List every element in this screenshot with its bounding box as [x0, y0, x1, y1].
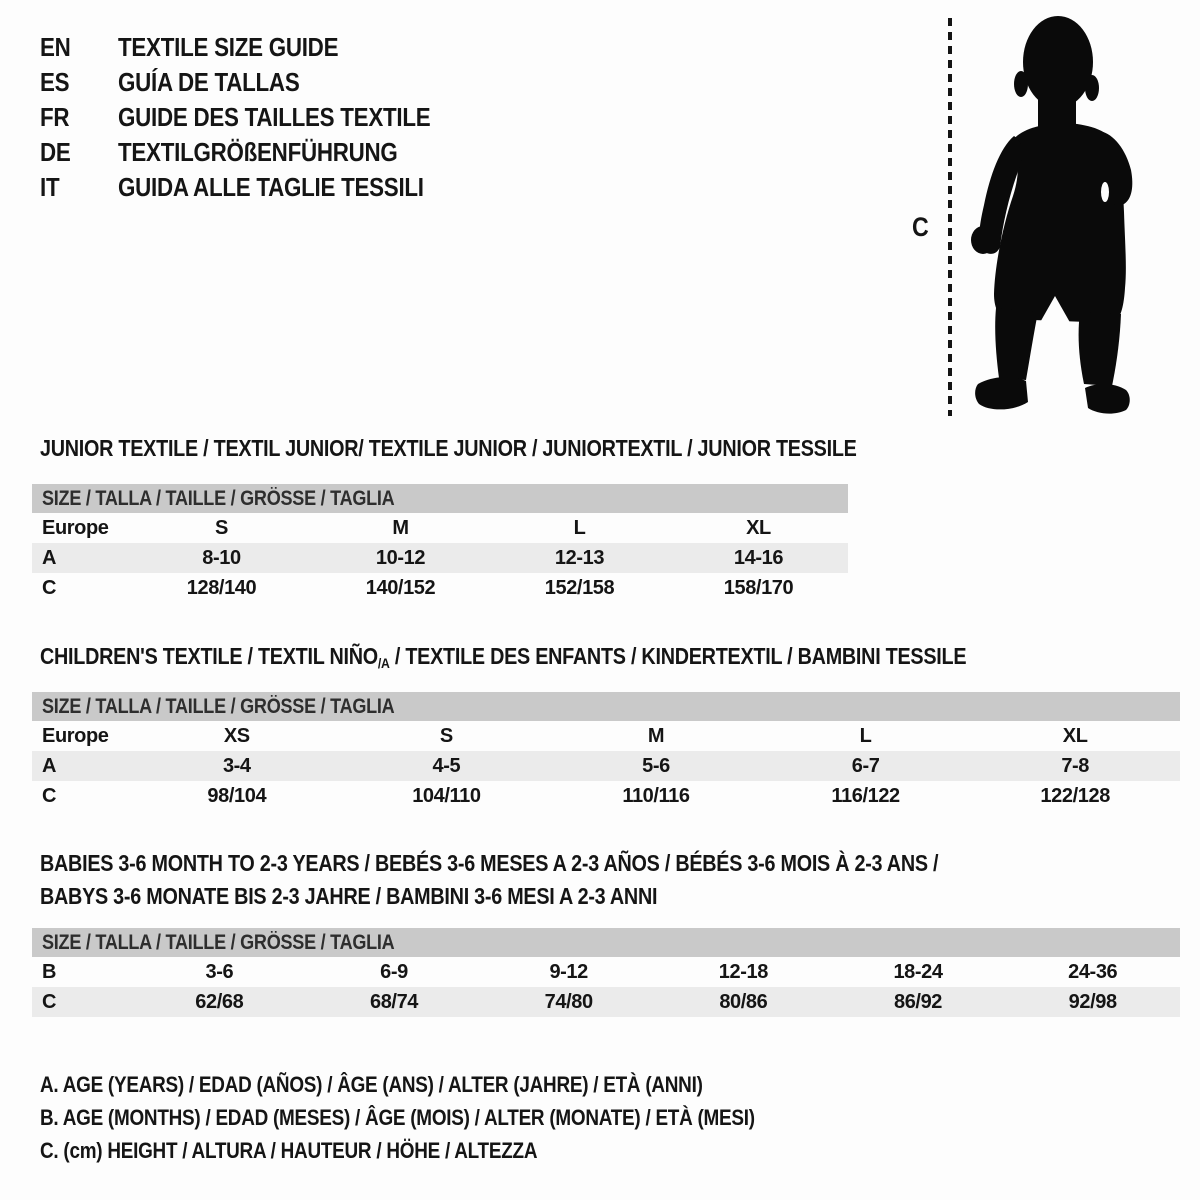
junior-section-title: JUNIOR TEXTILE / TEXTIL JUNIOR/ TEXTILE JUNIOR / JUNIORTEXTIL / JUNIOR TESSILE [40, 435, 857, 461]
cell: 9-12 [549, 961, 588, 983]
cell: 24-36 [1068, 961, 1118, 983]
babies-size-header-bar: SIZE / TALLA / TAILLE / GRÖSSE / TAGLIA [32, 928, 1180, 957]
cell: 92/98 [1068, 991, 1117, 1013]
language-code-it: IT [40, 172, 60, 202]
cell: XL [1062, 725, 1088, 747]
cell: 10-12 [375, 547, 426, 569]
language-title-it: GUIDA ALLE TAGLIE TESSILI [118, 172, 424, 202]
cell: 8-10 [202, 547, 241, 569]
cell: M [647, 725, 665, 747]
cell: 116/122 [831, 785, 900, 807]
nino-a-subscript: /A [377, 655, 390, 672]
height-measure-label: C [912, 212, 929, 242]
language-title-fr: GUIDE DES TAILLES TEXTILE [118, 102, 431, 132]
children-section-title: CHILDREN'S TEXTILE / TEXTIL NIÑO/A / TEXTILE DES ENFANTS / KINDERTEXTIL / BAMBINI TESSILE [40, 643, 967, 672]
cell: 158/170 [723, 577, 794, 599]
row-label: C [42, 577, 57, 599]
cell: 122/128 [1040, 785, 1110, 807]
junior-row-europe [32, 513, 848, 543]
cell: 62/68 [195, 991, 244, 1013]
row-label: Europe [42, 725, 109, 747]
cell: 4-5 [432, 755, 461, 777]
language-code-en: EN [40, 32, 71, 62]
junior-row-height [32, 573, 848, 603]
row-label: C [42, 785, 57, 807]
cell: S [439, 725, 453, 747]
language-title-es: GUÍA DE TALLAS [118, 67, 300, 97]
babies-section-title-line2: BABYS 3-6 MONATE BIS 2-3 JAHRE / BAMBINI 3-6 MESI A 2-3 ANNI [40, 883, 658, 909]
cell: 74/80 [544, 991, 593, 1013]
cell: L [859, 725, 872, 747]
cell: 104/110 [412, 785, 481, 807]
language-code-fr: FR [40, 102, 70, 132]
cell: 6-7 [851, 755, 880, 777]
cell: 140/152 [365, 577, 436, 599]
legend-age-months: B. AGE (MONTHS) / EDAD (MESES) / ÂGE (MOIS) / ALTER (MONATE) / ETÀ (MESI) [40, 1105, 755, 1130]
babies-section-title-line1: BABIES 3-6 MONTH TO 2-3 YEARS / BEBÉS 3-6 MESES A 2-3 AÑOS / BÉBÉS 3-6 MOIS À 2-3 ANS / [40, 850, 939, 876]
junior-size-table [32, 484, 848, 603]
babies-size-table [32, 928, 1180, 1017]
children-row-height [32, 781, 1180, 811]
language-title-de: TEXTILGRÖßENFÜHRUNG [118, 137, 398, 167]
height-figure [0, 0, 1200, 430]
row-label: B [42, 961, 57, 983]
junior-row-age [32, 543, 848, 573]
measurement-legend [40, 1068, 871, 1167]
legend-height-cm: C. (cm) HEIGHT / ALTURA / HAUTEUR / HÖHE / ALTEZZA [40, 1138, 538, 1163]
toddler-silhouette-icon [900, 0, 1200, 430]
row-label: A [42, 547, 57, 569]
cell: 14-16 [733, 547, 784, 569]
row-label: A [42, 755, 57, 777]
cell: 80/86 [719, 991, 768, 1013]
cell: 3-4 [222, 755, 251, 777]
cell: 128/140 [186, 577, 257, 599]
cell: 3-6 [205, 961, 234, 983]
language-title-en: TEXTILE SIZE GUIDE [118, 32, 339, 62]
cell: 152/158 [544, 577, 615, 599]
cell: 7-8 [1061, 755, 1090, 777]
babies-row-months [32, 957, 1180, 987]
cell: 6-9 [380, 961, 408, 983]
children-row-europe [32, 721, 1180, 751]
cell: 12-13 [554, 547, 605, 569]
cell: XL [746, 517, 771, 539]
language-code-de: DE [40, 137, 71, 167]
cell: L [573, 517, 586, 539]
cell: XS [223, 725, 250, 747]
children-size-header-bar: SIZE / TALLA / TAILLE / GRÖSSE / TAGLIA [32, 692, 1180, 721]
row-label: C [42, 991, 57, 1013]
cell: M [392, 517, 409, 539]
cell: 98/104 [207, 785, 267, 807]
cell: 110/116 [622, 785, 690, 807]
legend-age-years: A. AGE (YEARS) / EDAD (AÑOS) / ÂGE (ANS) / ALTER (JAHRE) / ETÀ (ANNI) [40, 1072, 703, 1097]
cell: 5-6 [642, 755, 670, 777]
children-row-age [32, 751, 1180, 781]
cell: 68/74 [369, 991, 419, 1013]
junior-size-header-bar: SIZE / TALLA / TAILLE / GRÖSSE / TAGLIA [32, 484, 848, 513]
cell: 18-24 [893, 961, 943, 983]
language-code-es: ES [40, 67, 70, 97]
cell: 86/92 [893, 991, 943, 1013]
babies-row-height [32, 987, 1180, 1017]
row-label: Europe [42, 517, 109, 539]
children-size-table [32, 692, 1180, 811]
cell: S [215, 517, 228, 539]
cell: 12-18 [718, 961, 768, 983]
